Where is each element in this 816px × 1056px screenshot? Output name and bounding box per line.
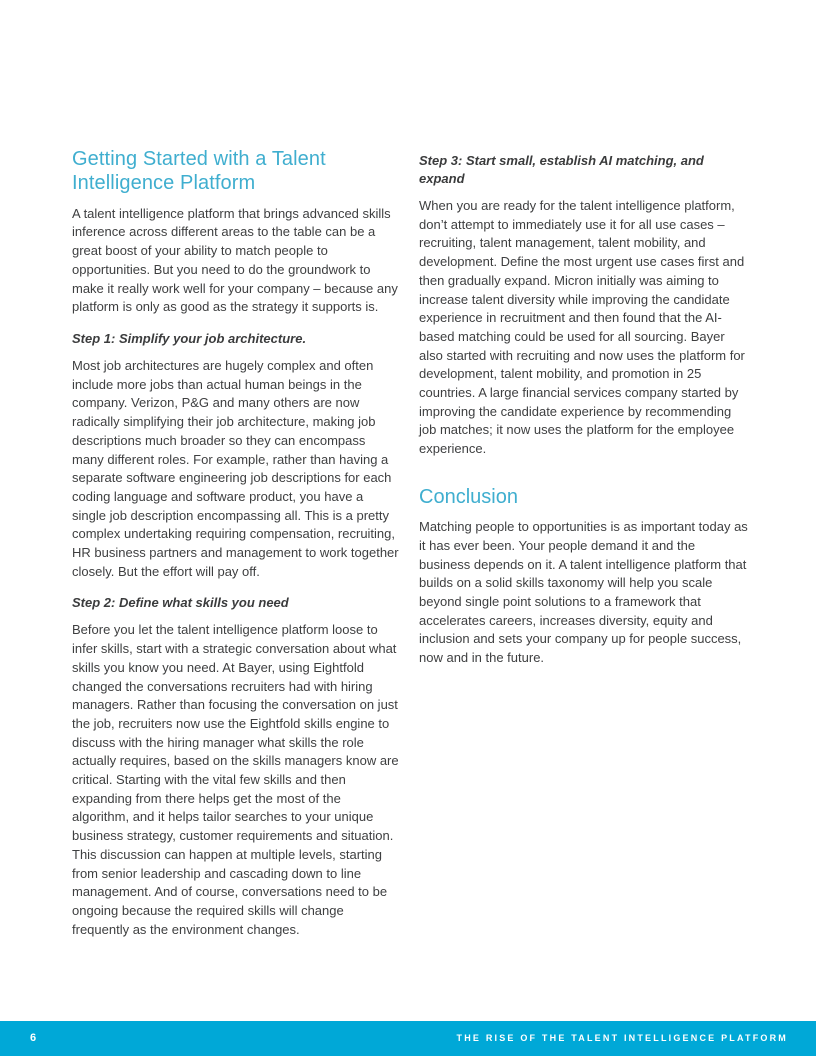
intro-paragraph: A talent intelligence platform that brings advanced skills inference across different areas to the table can be a great boost of your ability to match people to opportunities. But you need to do the groundwork to make it really work well for your company – because any platform is only as good as the strategy it supports is. xyxy=(72,205,398,315)
footer-page-number: 6 xyxy=(30,1032,37,1044)
step2-paragraph: Before you let the talent intelligence platform loose to infer skills, start with a strategic conversation about what skills you know you need. At Bayer, using Eightfold changed the conversations recruiters had with hiring managers. Rather than focusing the conversation on just the job, recruiters now use the Eightfold skills engine to discuss with the hiring manager what skills the role actually requires, based on the skills managers know are critical. Starting with the vital few skills and then expanding from there helps get the most of the algorithm, and it helps tailor searches to your unique business strategy, customer requirements and situation. This discussion can happen at multiple levels, starting from senior leadership and cascading down to line management. And of course, conversations need to be ongoing because the required skills will change frequently as the environment changes. xyxy=(72,622,399,937)
conclusion-paragraph: Matching people to opportunities is as important today as it has ever been. Your people demand it and the business depends on it. A talent intelligence platform that builds on a solid skills taxonomy will help you scale beyond single point solutions to a framework that accelerates careers, increases diversity, equity and inclusion and sets your company up for people success, now and in the future. xyxy=(419,519,748,666)
step3-paragraph: When you are ready for the talent intelligence platform, don’t attempt to immediately use it for all use cases – recruiting, talent management, talent mobility, and development. Define the most urgent use cases first and then gradually expand. Micron initially was aiming to increase talent diversity while improving the candidate experience in recruitment and then found that the AI-based matching could be used for all sourcing. Bayer also started with recruiting and now uses the platform for development, talent mobility, and promotion in 25 countries. A large financial services company started by improving the candidate experience by recommending job matches; it now uses the platform for the employee experience. xyxy=(419,198,745,457)
left-column xyxy=(72,147,399,949)
footer-running-title: THE RISE OF THE TALENT INTELLIGENCE PLATFORM xyxy=(456,1033,788,1043)
footer-bar xyxy=(0,1021,816,1056)
step1-title: Step 1: Simplify your job architecture. xyxy=(72,331,307,346)
section-heading-getting-started: Getting Started with a Talent Intelligence Platform xyxy=(72,148,326,195)
right-column xyxy=(419,147,748,949)
page-content xyxy=(72,147,748,949)
section-heading-conclusion: Conclusion xyxy=(419,485,518,508)
step1-paragraph: Most job architectures are hugely complex and often include more jobs than actual human beings in the company. Verizon, P&G and many others are now radically simplifying their job architecture, making job descriptions much broader so they can encompass many different roles. For example, rather than having a separate software engineering job descriptions for each coding language and software product, you have a single job description encompassing all. This is a pretty complex undertaking requiring compensation, recruiting, HR business partners and management to work together closely. But the effort will pay off. xyxy=(72,358,399,579)
step3-title: Step 3: Start small, establish AI matching, and expand xyxy=(419,153,704,186)
step2-title: Step 2: Define what skills you need xyxy=(72,595,289,611)
